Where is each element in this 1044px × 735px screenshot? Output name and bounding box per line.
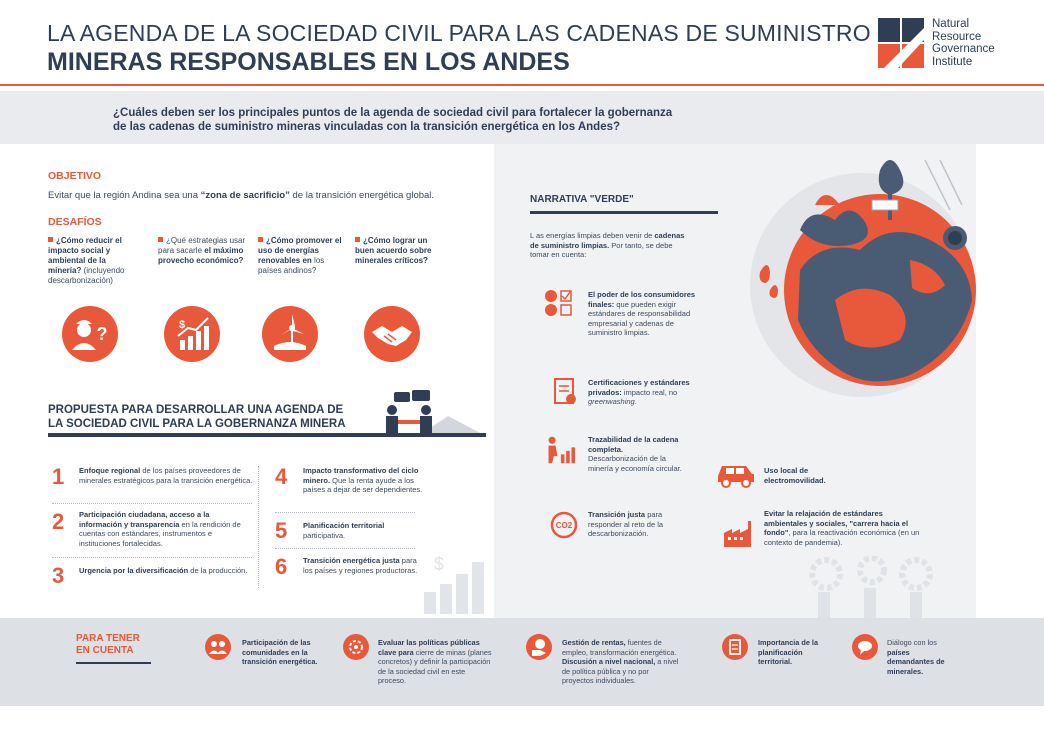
narrativa-item-1: El poder de los consumidores finales: que pueden exigir estándares de responsabilidad empresarial y cadenas de suministro limpias. xyxy=(588,290,696,337)
narrativa-heading: NARRATIVA "VERDE" xyxy=(530,194,634,205)
clipboard-icon xyxy=(722,634,748,660)
teamwork-gears-illustration xyxy=(798,556,946,618)
challenge-3: ¿Cómo promover el uso de energías renovables en los países andinos? xyxy=(258,236,342,275)
factory-icon xyxy=(722,519,752,549)
wind-energy-icon xyxy=(262,306,318,362)
logo-text: Natural Resource Governance Institute xyxy=(932,18,995,68)
handshake-icon xyxy=(364,306,420,362)
challenge-4: ¿Cómo lograr un buen acuerdo sobre minerales críticos? xyxy=(355,236,432,265)
page-title-line1: LA AGENDA DE LA SOCIEDAD CIVIL PARA LAS CADENAS DE SUMINISTRO xyxy=(47,20,871,46)
money-hand-icon xyxy=(526,634,552,660)
proposal-number-5: 5 xyxy=(275,518,288,543)
dialogue-icon xyxy=(852,634,878,660)
traceability-icon xyxy=(545,435,575,465)
divider xyxy=(275,548,415,549)
growth-bars-illustration xyxy=(418,548,490,614)
electric-car-icon xyxy=(716,458,756,488)
worker-question-icon xyxy=(62,306,118,362)
proposal-5: Planificación territorial participativa. xyxy=(303,521,385,540)
header-divider xyxy=(0,84,1044,86)
certificate-icon xyxy=(551,377,581,407)
tener-item-3: Gestión de rentas, fuentes de empleo, transformación energética. Discusión a nivel nacional, a nivel de política pública y no por proyectos individuales. xyxy=(562,638,679,685)
co2-icon xyxy=(549,510,579,540)
proposal-6: Transición energética justa para los países y regiones productoras. xyxy=(303,556,418,575)
proposal-3: Urgencia por la diversificación de la producción. xyxy=(79,566,248,575)
key-question: ¿Cuáles deben ser los principales puntos de la agenda de sociedad civil para fortalecer la gobernanza de las cadenas de suministro mineras vinculadas con la transición energética en los Andes? xyxy=(113,107,673,133)
page-title-line2: MINERAS RESPONSABLES EN LOS ANDES xyxy=(47,48,570,76)
divider xyxy=(52,503,252,504)
proposal-number-1: 1 xyxy=(52,464,65,489)
proposal-number-2: 2 xyxy=(52,509,65,534)
propuesta-divider xyxy=(48,433,486,437)
narrativa-item-5: Transición justa para responder al reto de la descarbonización. xyxy=(588,510,664,538)
narrativa-item-2: Certificaciones y estándares privados: impacto real, no greenwashing. xyxy=(588,378,690,406)
svg-text:?: ? xyxy=(96,324,108,344)
tener-item-2: Evaluar las políticas públicas clave para cierre de minas (planes concretos) y definir la participación de la sociedad civil en este proceso. xyxy=(378,638,492,685)
meeting-people-illustration xyxy=(378,388,486,436)
divider xyxy=(258,466,259,588)
objetivo-heading: OBJETIVO xyxy=(48,170,102,182)
money-growth-icon xyxy=(164,306,220,362)
propuesta-title: PROPUESTA PARA DESARROLLAR UNA AGENDA DE LA SOCIEDAD CIVIL PARA LA GOBERNANZA MINERA xyxy=(48,404,346,430)
proposal-number-3: 3 xyxy=(52,563,65,588)
narrativa-intro: L as energías limpias deben venir de cadenas de suministro limpias. Por tanto, se debe tomar en cuenta: xyxy=(530,231,685,259)
challenge-1: ¿Cómo reducir el impacto social y ambiental de la minería? (incluyendo descarbonización) xyxy=(48,236,125,285)
proposal-4: Impacto transformativo del ciclo minero. Que la renta ayude a los países a dejar de ser dependientes. xyxy=(303,466,423,494)
objetivo-text: Evitar que la región Andina sea una “zona de sacrificio” de la transición energética global. xyxy=(48,190,435,201)
narrativa-item-4: Uso local de electromovilidad. xyxy=(764,466,826,485)
proposal-number-4: 4 xyxy=(275,464,288,489)
svg-text:CO2: CO2 xyxy=(555,521,573,530)
proposal-number-6: 6 xyxy=(275,554,288,579)
divider xyxy=(52,557,252,558)
nrgi-logo-icon xyxy=(878,18,924,68)
gear-idea-icon xyxy=(343,634,369,660)
svg-text:$: $ xyxy=(434,554,445,574)
narrativa-item-3: Trazabilidad de la cadena completa. Descarbonización de la minería y economía circular. xyxy=(588,435,682,473)
proposal-2: Participación ciudadana, acceso a la información y transparencia en la rendición de cuentas con estándares, instrumentos e instituciones fortalecidas. xyxy=(79,510,241,548)
challenge-2: ¿Qué estrategias usar para sacarle el máximo provecho económico? xyxy=(158,236,246,265)
desafios-heading: DESAFÍOS xyxy=(48,216,102,228)
narrativa-divider xyxy=(530,211,718,214)
svg-text:$: $ xyxy=(179,319,186,331)
community-icon xyxy=(205,634,231,660)
narrativa-item-6: Evitar la relajación de estándares ambientales y sociales, "carrera hacia el fondo", para la reactivación económica (en un contexto de pandemia). xyxy=(764,509,920,547)
tener-divider xyxy=(76,662,151,664)
tener-item-5: Diálogo con los países demandantes de minerales. xyxy=(887,638,945,676)
consumer-choice-icon xyxy=(543,288,573,318)
proposal-1: Enfoque regional de los países proveedores de minerales estratégicos para la transición energética. xyxy=(79,466,253,485)
burning-globe-illustration xyxy=(740,150,984,400)
tener-item-1: Participación de las comunidades en la transición energética. xyxy=(242,638,318,666)
tener-en-cuenta-heading: PARA TENER EN CUENTA xyxy=(76,633,140,656)
divider xyxy=(275,512,415,513)
tener-item-4: Importancia de la planificación territorial. xyxy=(758,638,819,666)
